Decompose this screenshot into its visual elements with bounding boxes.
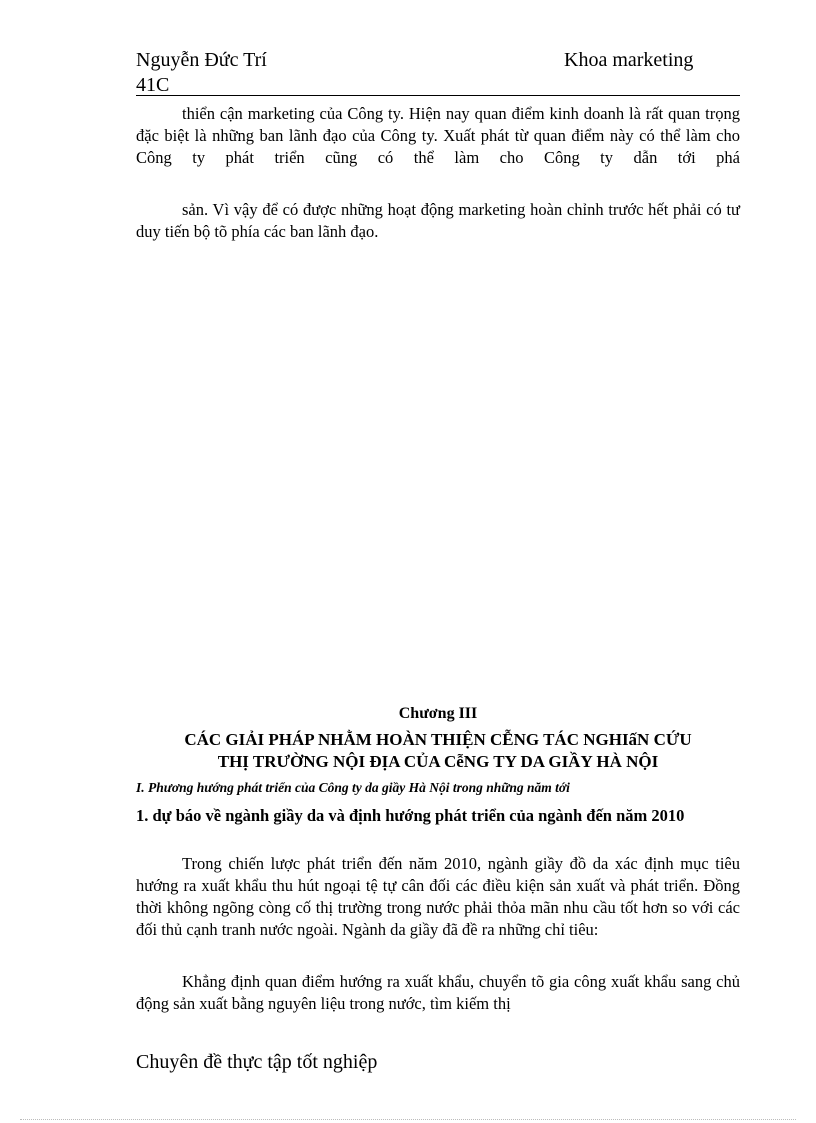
paragraph-2: sản. Vì vậy để có được những hoạt động marketing hoàn chỉnh trước hết phải có tư duy tiến bộ tõ phía các ban lãnh đạo. — [136, 200, 740, 241]
header-department: Khoa marketing — [564, 49, 694, 71]
header-author: Nguyễn Đức Trí — [136, 49, 267, 71]
chapter-title-line-2: THỊ TRƯỜNG NỘI ĐỊA CỦA CễNG TY DA GIẦY HÀ NỘI — [217, 752, 659, 771]
page-footer: Chuyên đề thực tập tốt nghiệp — [136, 1051, 378, 1073]
subsection-heading: 1. dự báo về ngành giầy da và định hướng phát triển của ngành đến năm 2010 — [136, 806, 685, 825]
paragraph-4: Khẳng định quan điểm hướng ra xuất khẩu, chuyển tõ gia công xuất khẩu sang chủ động sản xuất bằng nguyên liệu trong nước, tìm kiếm thị — [136, 972, 740, 1013]
chapter-label: Chương III — [398, 705, 478, 722]
header-author-block — [136, 48, 267, 98]
page-bottom-divider — [20, 1119, 796, 1120]
paragraph-3: Trong chiến lược phát triển đến năm 2010, ngành giầy đồ da xác định mục tiêu hướng ra xuất khẩu thu hút ngoại tệ tự cân đối các điều kiện sản xuất và phát triển. Đồng thời không ngõng còng cố thị trường trong nước phải thỏa mãn nhu cầu tốt hơn so với các đối thủ cạnh tranh nước ngoài. Ngành da giầy đã đề ra những chỉ tiêu: — [136, 854, 740, 939]
chapter-title — [136, 729, 740, 773]
paragraph-1: thiển cận marketing của Công ty. Hiện nay quan điểm kinh doanh là rất quan trọng đặc biệt là những ban lãnh đạo của Công ty. Xuất phát từ quan điểm này có thể làm cho Công ty phát triển cũng có thể làm cho Công ty dẫn tới phá — [136, 104, 740, 167]
chapter-title-line-1: CÁC GIẢI PHÁP NHẰM HOÀN THIỆN CỄNG TÁC NGHIấN CỨU — [184, 730, 692, 749]
section-heading: I. Phương hướng phát triển của Công ty da giầy Hà Nội trong những năm tới — [136, 780, 570, 795]
page-header — [136, 48, 740, 98]
header-divider — [136, 95, 740, 96]
header-class: 41C — [136, 74, 170, 96]
